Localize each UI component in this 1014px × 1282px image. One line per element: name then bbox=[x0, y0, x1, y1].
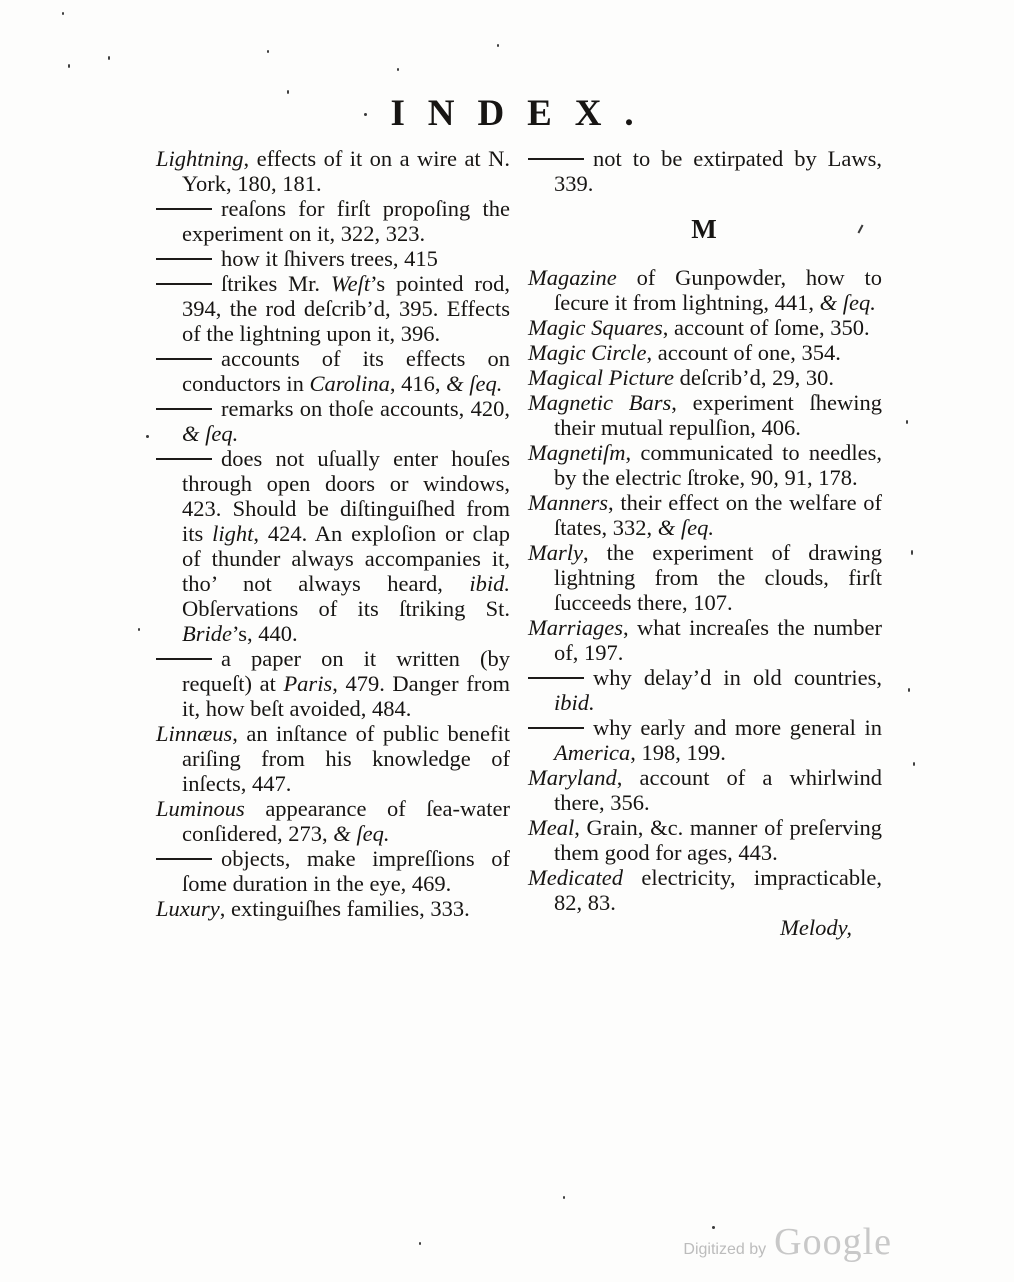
watermark bbox=[683, 1220, 892, 1264]
index-entry: Magic Squares, account of ſome, 350. bbox=[528, 315, 870, 340]
scan-speck bbox=[68, 64, 70, 68]
index-entry: objects, make impreſſions of ſome duration in the eye, 469. bbox=[156, 846, 510, 896]
index-entry: Magical Picture deſcrib’d, 29, 30. bbox=[528, 365, 834, 390]
index-entry: how it ſhivers trees, 415 bbox=[156, 246, 510, 271]
index-entry: a paper on it written (by requeſt) at Paris, 479. Danger from it, how beſt avoided, 484. bbox=[156, 646, 510, 721]
ditto-dash bbox=[156, 208, 212, 210]
scan-speck bbox=[62, 12, 64, 15]
index-entry: not to be extirpated by Laws, 339. bbox=[528, 146, 882, 196]
index-entry: Magnetiſm, communicated to needles, by the electric ſtroke, 90, 91, 178. bbox=[528, 440, 882, 490]
scan-speck bbox=[397, 68, 399, 71]
index-entry: Medicated electricity, impracticable, 82, 83. bbox=[528, 865, 882, 915]
ditto-dash bbox=[156, 408, 212, 410]
scan-speck bbox=[497, 44, 499, 47]
index-entry: does not uſually enter houſes through open doors or windows, 423. Should be diſtinguiſhed from its light, 424. An exploſion or clap of thunder always accompanies it, tho’ not always heard, ibid. Obſervations of its ſtriking St. Bride’s, 440. bbox=[156, 446, 510, 646]
index-entry: ſtrikes Mr. Weſt’s pointed rod, 394, the rod deſcrib’d, 395. Effects of the lightning upon it, 396. bbox=[156, 271, 510, 346]
scan-speck bbox=[138, 628, 140, 631]
ditto-dash bbox=[528, 158, 584, 160]
index-entry: Marly, the experiment of drawing lightning from the clouds, firſt ſucceeds there, 107. bbox=[528, 540, 882, 615]
scan-speck bbox=[108, 56, 110, 60]
ditto-dash bbox=[528, 727, 584, 729]
ditto-dash bbox=[156, 458, 212, 460]
ditto-dash bbox=[156, 258, 212, 260]
index-columns bbox=[156, 146, 882, 940]
ditto-dash bbox=[528, 677, 584, 679]
ditto-dash bbox=[156, 658, 212, 660]
index-column-right bbox=[528, 146, 882, 940]
page-title: INDEX. bbox=[390, 93, 657, 134]
ditto-dash bbox=[156, 358, 212, 360]
index-entry: Linnæus, an inſtance of public benefit ariſing from his knowledge of inſects, 447. bbox=[156, 721, 510, 796]
index-entry: Luminous appearance of ſea-water conſidered, 273, & ſeq. bbox=[156, 796, 510, 846]
index-entry: remarks on thoſe accounts, 420, & ſeq. bbox=[156, 396, 510, 446]
index-entry: Maryland, account of a whirlwind there, 356. bbox=[528, 765, 882, 815]
catchword: Melody, bbox=[780, 915, 852, 940]
index-entry: Meal, Grain, &c. manner of preſerving them good for ages, 443. bbox=[528, 815, 882, 865]
index-entry: reaſons for firſt propoſing the experiment on it, 322, 323. bbox=[156, 196, 510, 246]
section-heading: M bbox=[691, 214, 719, 244]
scan-speck bbox=[419, 1242, 421, 1245]
scan-speck bbox=[906, 420, 908, 424]
index-entry: Manners, their effect on the welfare of ſtates, 332, & ſeq. bbox=[528, 490, 882, 540]
index-entry: Marriages, what increaſes the number of, 197. bbox=[528, 615, 882, 665]
index-entry: Lightning, effects of it on a wire at N. York, 180, 181. bbox=[156, 146, 510, 196]
ditto-dash bbox=[156, 858, 212, 860]
index-entry: Magnetic Bars, experiment ſhewing their mutual repulſion, 406. bbox=[528, 390, 882, 440]
google-logo: Google bbox=[774, 1221, 892, 1263]
index-column-left bbox=[156, 146, 510, 940]
index-entry: why delay’d in old countries, ibid. bbox=[528, 665, 882, 715]
index-entry: Magazine of Gunpowder, how to ſecure it from lightning, 441, & ſeq. bbox=[528, 265, 882, 315]
watermark-text: Digitized by bbox=[683, 1241, 767, 1258]
scan-speck bbox=[908, 688, 910, 692]
scan-speck bbox=[267, 50, 269, 53]
index-entry: why early and more general in America, 198, 199. bbox=[528, 715, 882, 765]
scan-speck bbox=[913, 762, 915, 766]
ditto-dash bbox=[156, 283, 212, 285]
index-entry: Magic Circle, account of one, 354. bbox=[528, 340, 841, 365]
scan-speck bbox=[146, 435, 149, 438]
index-entry: Luxury, extinguiſhes families, 333. bbox=[156, 896, 470, 921]
index-entry: accounts of its effects on conductors in Carolina, 416, & ſeq. bbox=[156, 346, 510, 396]
scan-speck bbox=[911, 550, 913, 555]
scan-speck bbox=[563, 1196, 565, 1199]
